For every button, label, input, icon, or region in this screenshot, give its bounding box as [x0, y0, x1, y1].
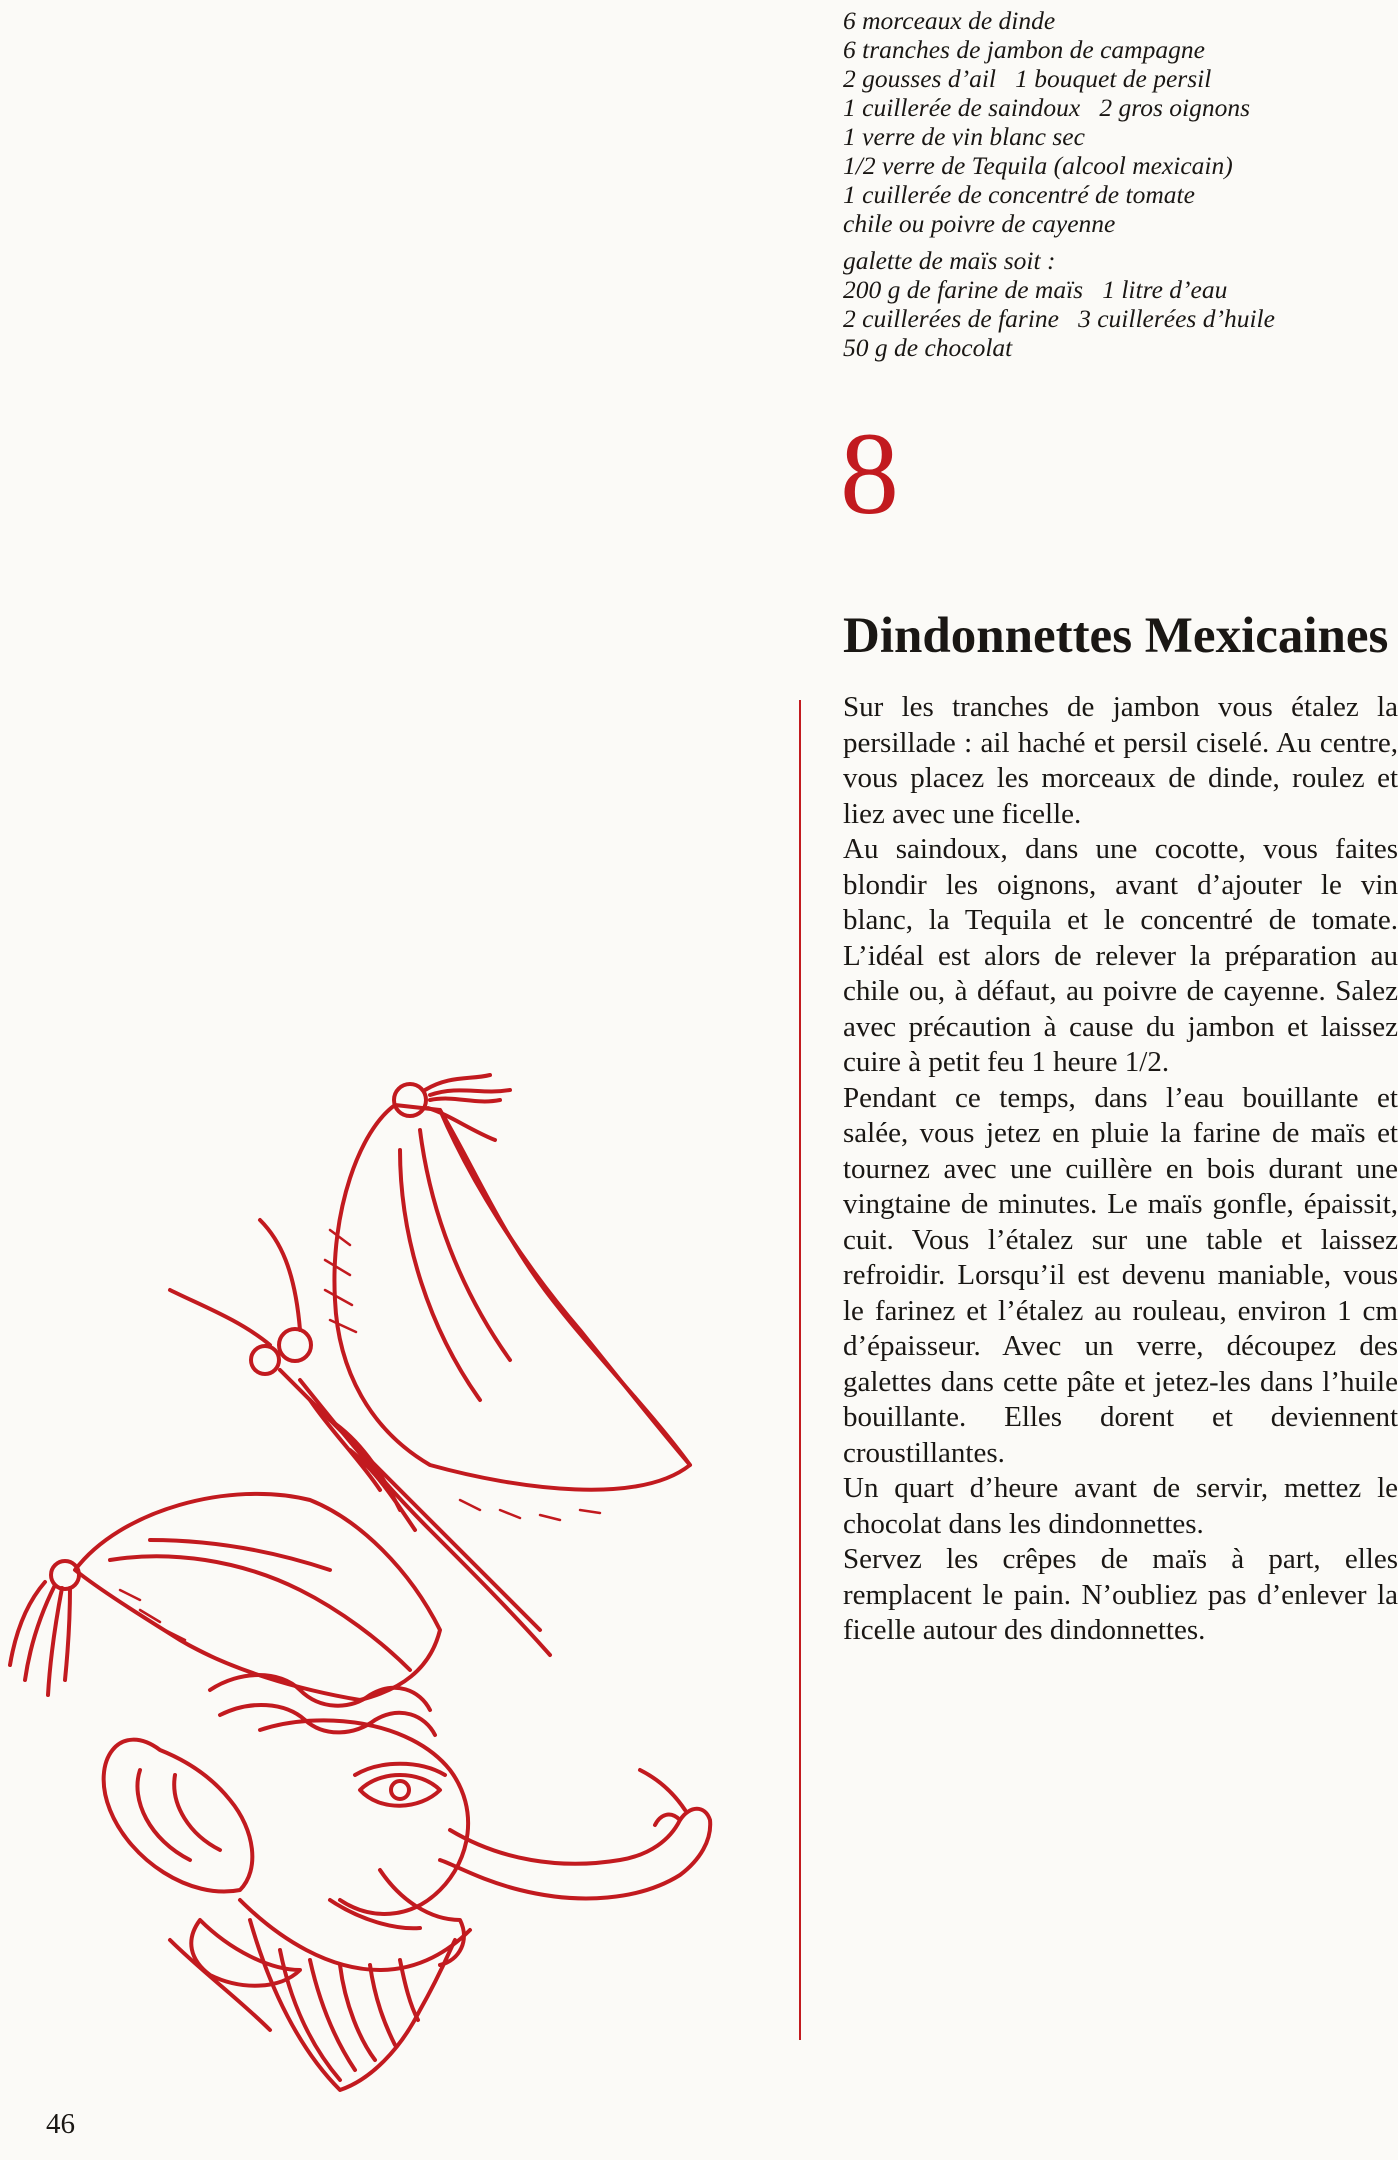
ingredient-line: 200 g de farine de maïs 1 litre d’eau [843, 275, 1228, 304]
ingredient-line: 1/2 verre de Tequila (alcool mexicain) [843, 151, 1233, 180]
recipe-title: Dindonnettes Mexicaines [843, 608, 1389, 664]
jester-head-illustration [0, 1070, 720, 2100]
ingredient-line: 6 tranches de jambon de campagne [843, 35, 1205, 64]
galette-ingredients [843, 246, 1383, 362]
ingredient-line: 6 morceaux de dinde [843, 6, 1056, 35]
instruction-paragraph: Servez les crêpes de maïs à part, elles remplacent le pain. N’oubliez pas d’enlever la ficelle autour des dindonnettes. [843, 1543, 1398, 1646]
ingredient-line: 50 g de chocolat [843, 333, 1013, 362]
page-number: 46 [46, 2108, 75, 2140]
ingredient-line: chile ou poivre de cayenne [843, 209, 1116, 238]
galette-heading: galette de maïs soit : [843, 246, 1056, 275]
recipe-instructions [843, 690, 1398, 1649]
ingredients-list [843, 6, 1383, 362]
ingredient-line: 2 cuillerées de farine 3 cuillerées d’huile [843, 304, 1275, 333]
recipe-number: 8 [840, 408, 899, 539]
instruction-paragraph: Pendant ce temps, dans l’eau bouillante et salée, vous jetez en pluie la farine de maïs et tournez avec une cuillère en bois durant une vingtaine de minutes. Le maïs gonfle, épaissit, cuit. Vous l’étalez sur une table et laissez refroidir. Lorsqu’il est devenu maniable, vous le farinez et l’étalez au rouleau, environ 1 cm d’épaisseur. Avec un verre, découpez des galettes dans cette pâte et jetez-les dans l’huile bouillante. Elles dorent et deviennent croustillantes. [843, 1081, 1398, 1469]
red-vertical-rule [799, 700, 801, 2040]
instruction-paragraph: Un quart d’heure avant de servir, mettez le chocolat dans les dindonnettes. [843, 1472, 1398, 1540]
instruction-paragraph: Au saindoux, dans une cocotte, vous faites blondir les oignons, avant d’ajouter le vin blanc, la Tequila et le concentré de tomate. L’idéal est alors de relever la préparation au chile ou, à défaut, au poivre de cayenne. Salez avec précaution à cause du jambon et laissez cuire à petit feu 1 heure 1/2. [843, 833, 1398, 1078]
ingredient-line: 1 verre de vin blanc sec [843, 122, 1085, 151]
ingredient-line: 1 cuillerée de saindoux 2 gros oignons [843, 93, 1251, 122]
instruction-paragraph: Sur les tranches de jambon vous étalez la persillade : ail haché et persil ciselé. Au centre, vous placez les morceaux de dinde, roulez et liez avec une ficelle. [843, 691, 1398, 830]
ingredient-line: 2 gousses d’ail 1 bouquet de persil [843, 64, 1212, 93]
ingredient-line: 1 cuillerée de concentré de tomate [843, 180, 1195, 209]
